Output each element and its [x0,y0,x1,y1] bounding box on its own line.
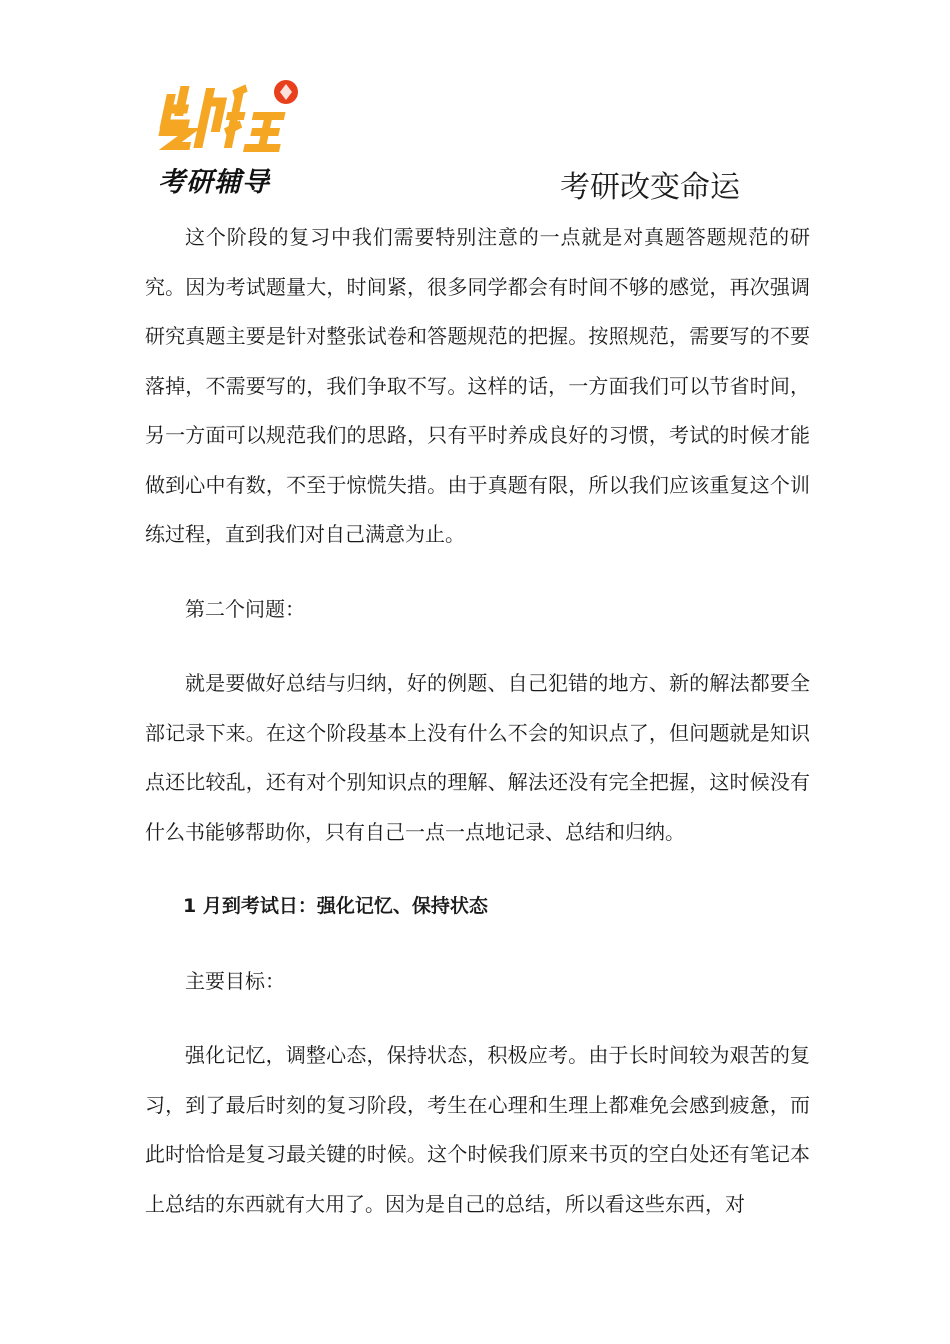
paragraph-2: 第二个问题： [185,596,305,621]
paragraph-5: 强化记忆，调整心态，保持状态，积极应考。由于长时间较为艰苦的复习，到了最后时刻的复习阶段，考生在心理和生理上都难免会感到疲惫，而此时恰恰是复习最关键的时候。这个时候我们原来书页的空白处还有笔记本上总结的东西就有大用了。因为是自己的总结，所以看这些东西，对 [145,1043,810,1216]
paragraph-3: 就是要做好总结与归纳，好的例题、自己犯错的地方、新的解法都要全部记录下来。在这个阶段基本上没有什么不会的知识点了，但问题就是知识点还比较乱，还有对个别知识点的理解、解法还没有完全把握，这时候没有什么书能够帮助你，只有自己一点一点地记录、总结和归纳。 [145,671,810,844]
kaicheng-logo-mark [152,72,302,158]
slogan: 考研改变命运 [560,170,740,205]
paragraph-4: 主要目标： [185,968,285,993]
kaicheng-logo [150,72,310,202]
section-heading: 1 月到考试日：强化记忆、保持状态 [183,895,488,917]
paragraph-1: 这个阶段的复习中我们需要特别注意的一点就是对真题答题规范的研究。因为考试题量大，时间紧，很多同学都会有时间不够的感觉，再次强调研究真题主要是针对整张试卷和答题规范的把握。按照规范，需要写的不要落掉，不需要写的，我们争取不写。这样的话，一方面我们可以节省时间，另一方面可以规范我们的思路，只有平时养成良好的习惯，考试的时候才能做到心中有数，不至于惊慌失措。由于真题有限，所以我们应该重复这个训练过程，直到我们对自己满意为止。 [145,225,810,546]
document-body [145,213,810,1229]
logo-subtitle: 考研辅导 [158,167,270,198]
